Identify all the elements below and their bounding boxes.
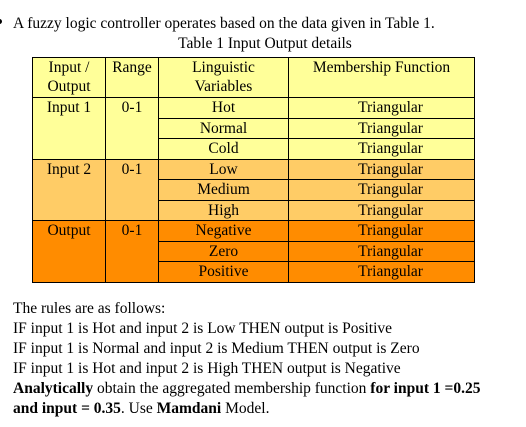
group-range-output: 0-1 xyxy=(106,221,159,283)
table-caption: Table 1 Input Output details xyxy=(178,35,352,52)
task-line-1 xyxy=(13,379,480,399)
header-input-output xyxy=(33,58,106,98)
membership-function: Triangular xyxy=(289,200,475,221)
input-output-table xyxy=(32,57,475,283)
table-row xyxy=(33,159,475,180)
linguistic-variable: Medium xyxy=(159,180,289,201)
table-row xyxy=(33,221,475,242)
header-ling-line2: Variables xyxy=(194,78,253,95)
linguistic-variable: Positive xyxy=(159,262,289,283)
task-bold-analytically: Analytically xyxy=(13,380,94,397)
header-linguistic xyxy=(159,58,289,98)
rule-item: IF input 1 is Hot and input 2 is High THEN output is Negative xyxy=(13,360,401,377)
group-name-input2: Input 2 xyxy=(33,159,106,221)
linguistic-variable: Negative xyxy=(159,221,289,242)
header-range: Range xyxy=(106,58,159,98)
linguistic-variable: Cold xyxy=(159,139,289,160)
header-ling-line1: Linguistic xyxy=(192,59,255,76)
linguistic-variable: Normal xyxy=(159,118,289,139)
header-io-line2: Output xyxy=(47,78,91,95)
header-membership-function: Membership Function xyxy=(289,58,475,98)
group-name-output: Output xyxy=(33,221,106,283)
task-text: . Use xyxy=(120,400,157,417)
membership-function: Triangular xyxy=(289,98,475,119)
membership-function: Triangular xyxy=(289,159,475,180)
membership-function: Triangular xyxy=(289,262,475,283)
rule-item: IF input 1 is Hot and input 2 is Low THEN output is Positive xyxy=(13,320,393,337)
membership-function: Triangular xyxy=(289,221,475,242)
linguistic-variable: Zero xyxy=(159,241,289,262)
task-bold-input1: for input 1 =0.25 xyxy=(370,380,481,397)
membership-function: Triangular xyxy=(289,241,475,262)
header-io-line1: Input / xyxy=(48,59,90,76)
linguistic-variable: Low xyxy=(159,159,289,180)
rule-item: IF input 1 is Normal and input 2 is Medium THEN output is Zero xyxy=(13,340,420,357)
task-text: Model. xyxy=(221,400,270,417)
table-header-row xyxy=(33,58,475,98)
linguistic-variable: High xyxy=(159,200,289,221)
task-line-2 xyxy=(13,399,480,419)
rules-heading: The rules are as follows: xyxy=(13,300,166,317)
membership-function: Triangular xyxy=(289,139,475,160)
rules-block xyxy=(13,299,480,419)
question-intro: A fuzzy logic controller operates based on the data given in Table 1. xyxy=(13,15,435,32)
task-bold-input2: and input = 0.35 xyxy=(13,400,121,417)
bullet-icon xyxy=(0,19,2,24)
table-row xyxy=(33,98,475,119)
task-bold-mamdani: Mamdani xyxy=(156,400,222,417)
group-range-input2: 0-1 xyxy=(106,159,159,221)
membership-function: Triangular xyxy=(289,118,475,139)
membership-function: Triangular xyxy=(289,180,475,201)
task-text: obtain the aggregated membership function xyxy=(93,380,371,397)
group-name-input1: Input 1 xyxy=(33,98,106,160)
group-range-input1: 0-1 xyxy=(106,98,159,160)
linguistic-variable: Hot xyxy=(159,98,289,119)
